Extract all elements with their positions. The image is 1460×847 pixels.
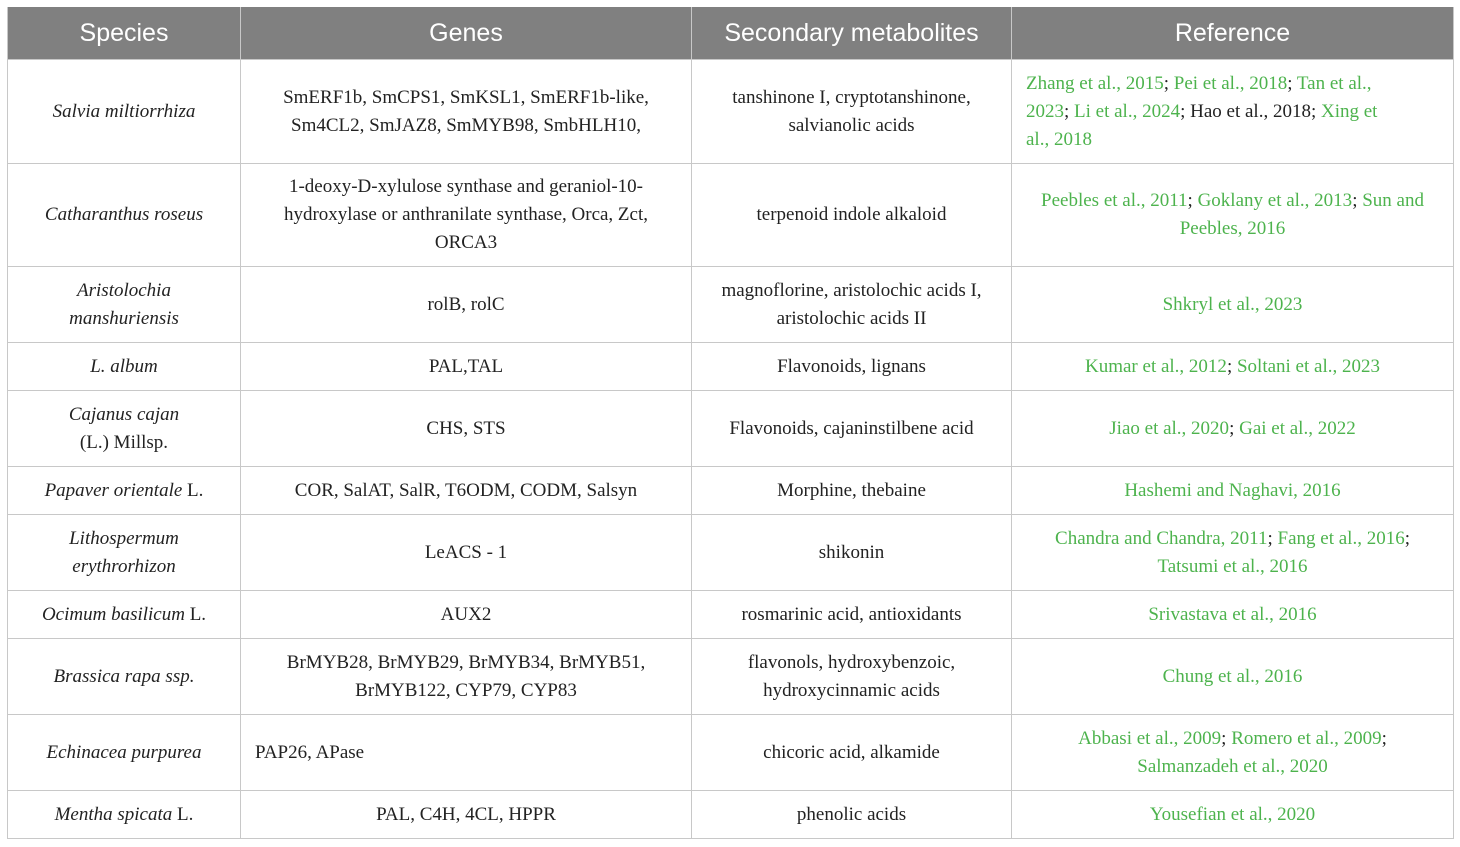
species-authority: L. — [189, 603, 207, 625]
table-row — [8, 60, 1454, 164]
reference-link[interactable]: Jiao et al., 2020 — [1109, 417, 1230, 439]
reference-link[interactable]: Chandra and Chandra, 2011 — [1055, 527, 1268, 549]
reference-link[interactable]: Gai et al., 2022 — [1239, 417, 1356, 439]
genes-cell: BrMYB28, BrMYB29, BrMYB34, BrMYB51, BrMYB122, CYP79, CYP83 — [241, 639, 692, 715]
reference-text: Hao et al., 2018 — [1190, 100, 1311, 122]
metabolites-cell: terpenoid indole alkaloid — [692, 164, 1012, 267]
metabolites-cell: tanshinone I, cryptotanshinone, salvianolic acids — [692, 60, 1012, 164]
species-cell — [8, 164, 241, 267]
table-row — [8, 715, 1454, 791]
reference-cell: Zhang et al., 2015; Pei et al., 2018; Tan et al., 2023; Li et al., 2024; Hao et al., 2018; Xing et al., 2018 — [1012, 60, 1454, 164]
table-row — [8, 467, 1454, 515]
species-cell — [8, 639, 241, 715]
species-name: Brassica rapa ssp. — [53, 665, 195, 687]
table-row — [8, 791, 1454, 839]
genes-cell: LeACS - 1 — [241, 515, 692, 591]
metabolites-cell: Flavonoids, lignans — [692, 343, 1012, 391]
genes-cell: AUX2 — [241, 591, 692, 639]
reference-link[interactable]: Shkryl et al., 2023 — [1162, 293, 1303, 315]
reference-link[interactable]: Li et al., 2024 — [1074, 100, 1181, 122]
col-header-reference: Reference — [1012, 7, 1454, 60]
species-name: Ocimum basilicum — [41, 603, 185, 625]
species-name: Echinacea purpurea — [46, 741, 202, 763]
col-header-genes: Genes — [241, 7, 692, 60]
metabolites-cell: phenolic acids — [692, 791, 1012, 839]
header-row — [8, 7, 1454, 60]
species-cell — [8, 467, 241, 515]
reference-link[interactable]: Salmanzadeh et al., 2020 — [1137, 755, 1328, 777]
table-row — [8, 164, 1454, 267]
reference-link[interactable]: Srivastava et al., 2016 — [1148, 603, 1317, 625]
species-cell — [8, 60, 241, 164]
table-row — [8, 343, 1454, 391]
reference-link[interactable]: Fang et al., 2016 — [1277, 527, 1405, 549]
species-cell — [8, 267, 241, 343]
metabolites-cell: Morphine, thebaine — [692, 467, 1012, 515]
species-cell — [8, 343, 241, 391]
reference-link[interactable]: Pei et al., 2018 — [1173, 72, 1288, 94]
col-header-species: Species — [8, 7, 241, 60]
reference-link[interactable]: Hashemi and Naghavi, 2016 — [1124, 479, 1341, 501]
reference-link[interactable]: Abbasi et al., 2009 — [1078, 727, 1222, 749]
table-row — [8, 515, 1454, 591]
table-row — [8, 267, 1454, 343]
table-row — [8, 591, 1454, 639]
species-name: Aristolochia manshuriensis — [69, 279, 179, 329]
genes-cell: CHS, STS — [241, 391, 692, 467]
reference-link[interactable]: Romero et al., 2009 — [1231, 727, 1382, 749]
reference-cell: Abbasi et al., 2009; Romero et al., 2009; Salmanzadeh et al., 2020 — [1012, 715, 1454, 791]
species-cell — [8, 791, 241, 839]
reference-link[interactable]: Peebles et al., 2011 — [1041, 190, 1188, 211]
table-row — [8, 639, 1454, 715]
reference-link[interactable]: Kumar et al., 2012 — [1085, 355, 1227, 377]
reference-link[interactable]: Zhang et al., 2015 — [1026, 72, 1164, 94]
genes-cell: PAL,TAL — [241, 343, 692, 391]
species-authority: L. — [187, 479, 204, 501]
species-name: Mentha spicata — [54, 803, 173, 825]
reference-link[interactable]: Chung et al., 2016 — [1162, 665, 1303, 687]
reference-link[interactable]: Tatsumi et al., 2016 — [1157, 555, 1308, 577]
genes-cell: COR, SalAT, SalR, T6ODM, CODM, Salsyn — [241, 467, 692, 515]
metabolites-cell: magnoflorine, aristolochic acids I, aristolochic acids II — [692, 267, 1012, 343]
species-cell — [8, 715, 241, 791]
reference-link[interactable]: Yousefian et al., 2020 — [1149, 803, 1316, 825]
genes-cell: rolB, rolC — [241, 267, 692, 343]
col-header-metabolites: Secondary metabolites — [692, 7, 1012, 60]
metabolites-cell: shikonin — [692, 515, 1012, 591]
species-cell — [8, 391, 241, 467]
reference-link[interactable]: Sun and Peebles, 2016 — [1179, 190, 1424, 239]
reference-link[interactable]: Tan et al., 2023 — [1026, 72, 1372, 122]
species-name: L. album — [90, 355, 158, 377]
reference-cell: Jiao et al., 2020; Gai et al., 2022 — [1012, 391, 1454, 467]
metabolites-cell: chicoric acid, alkamide — [692, 715, 1012, 791]
table-row — [8, 391, 1454, 467]
species-authority: L. — [177, 803, 194, 825]
reference-cell: Peebles et al., 2011; Goklany et al., 2013; Sun and Peebles, 2016 — [1012, 164, 1454, 267]
reference-cell: Chandra and Chandra, 2011; Fang et al., 2016; Tatsumi et al., 2016 — [1012, 515, 1454, 591]
reference-cell — [1012, 467, 1454, 515]
metabolites-cell: Flavonoids, cajaninstilbene acid — [692, 391, 1012, 467]
species-name: Lithospermum erythrorhizon — [69, 527, 179, 577]
genes-cell: PAL, C4H, 4CL, HPPR — [241, 791, 692, 839]
species-name: Cajanus cajan — [68, 403, 180, 425]
reference-cell — [1012, 791, 1454, 839]
metabolites-cell: rosmarinic acid, antioxidants — [692, 591, 1012, 639]
metabolites-cell: flavonols, hydroxybenzoic, hydroxycinnamic acids — [692, 639, 1012, 715]
metabolites-table — [7, 7, 1454, 839]
species-name: Catharanthus roseus — [44, 204, 204, 225]
reference-link[interactable]: Soltani et al., 2023 — [1236, 355, 1380, 377]
species-authority: (L.) Millsp. — [79, 431, 169, 453]
genes-cell: 1-deoxy-D-xylulose synthase and geraniol-10-hydroxylase or anthranilate synthase, Orca, Zct, ORCA3 — [241, 164, 692, 267]
reference-cell — [1012, 591, 1454, 639]
reference-cell: Kumar et al., 2012; Soltani et al., 2023 — [1012, 343, 1454, 391]
reference-cell — [1012, 267, 1454, 343]
reference-link[interactable]: Xing et al., 2018 — [1026, 100, 1378, 150]
species-name: Papaver orientale — [44, 479, 183, 501]
species-name: Salvia miltiorrhiza — [52, 100, 196, 122]
reference-cell — [1012, 639, 1454, 715]
species-cell — [8, 591, 241, 639]
species-cell — [8, 515, 241, 591]
genes-cell: SmERF1b, SmCPS1, SmKSL1, SmERF1b-like, Sm4CL2, SmJAZ8, SmMYB98, SmbHLH10, — [241, 60, 692, 164]
reference-link[interactable]: Goklany et al., 2013 — [1197, 190, 1353, 211]
genes-cell: PAP26, APase — [241, 715, 692, 791]
